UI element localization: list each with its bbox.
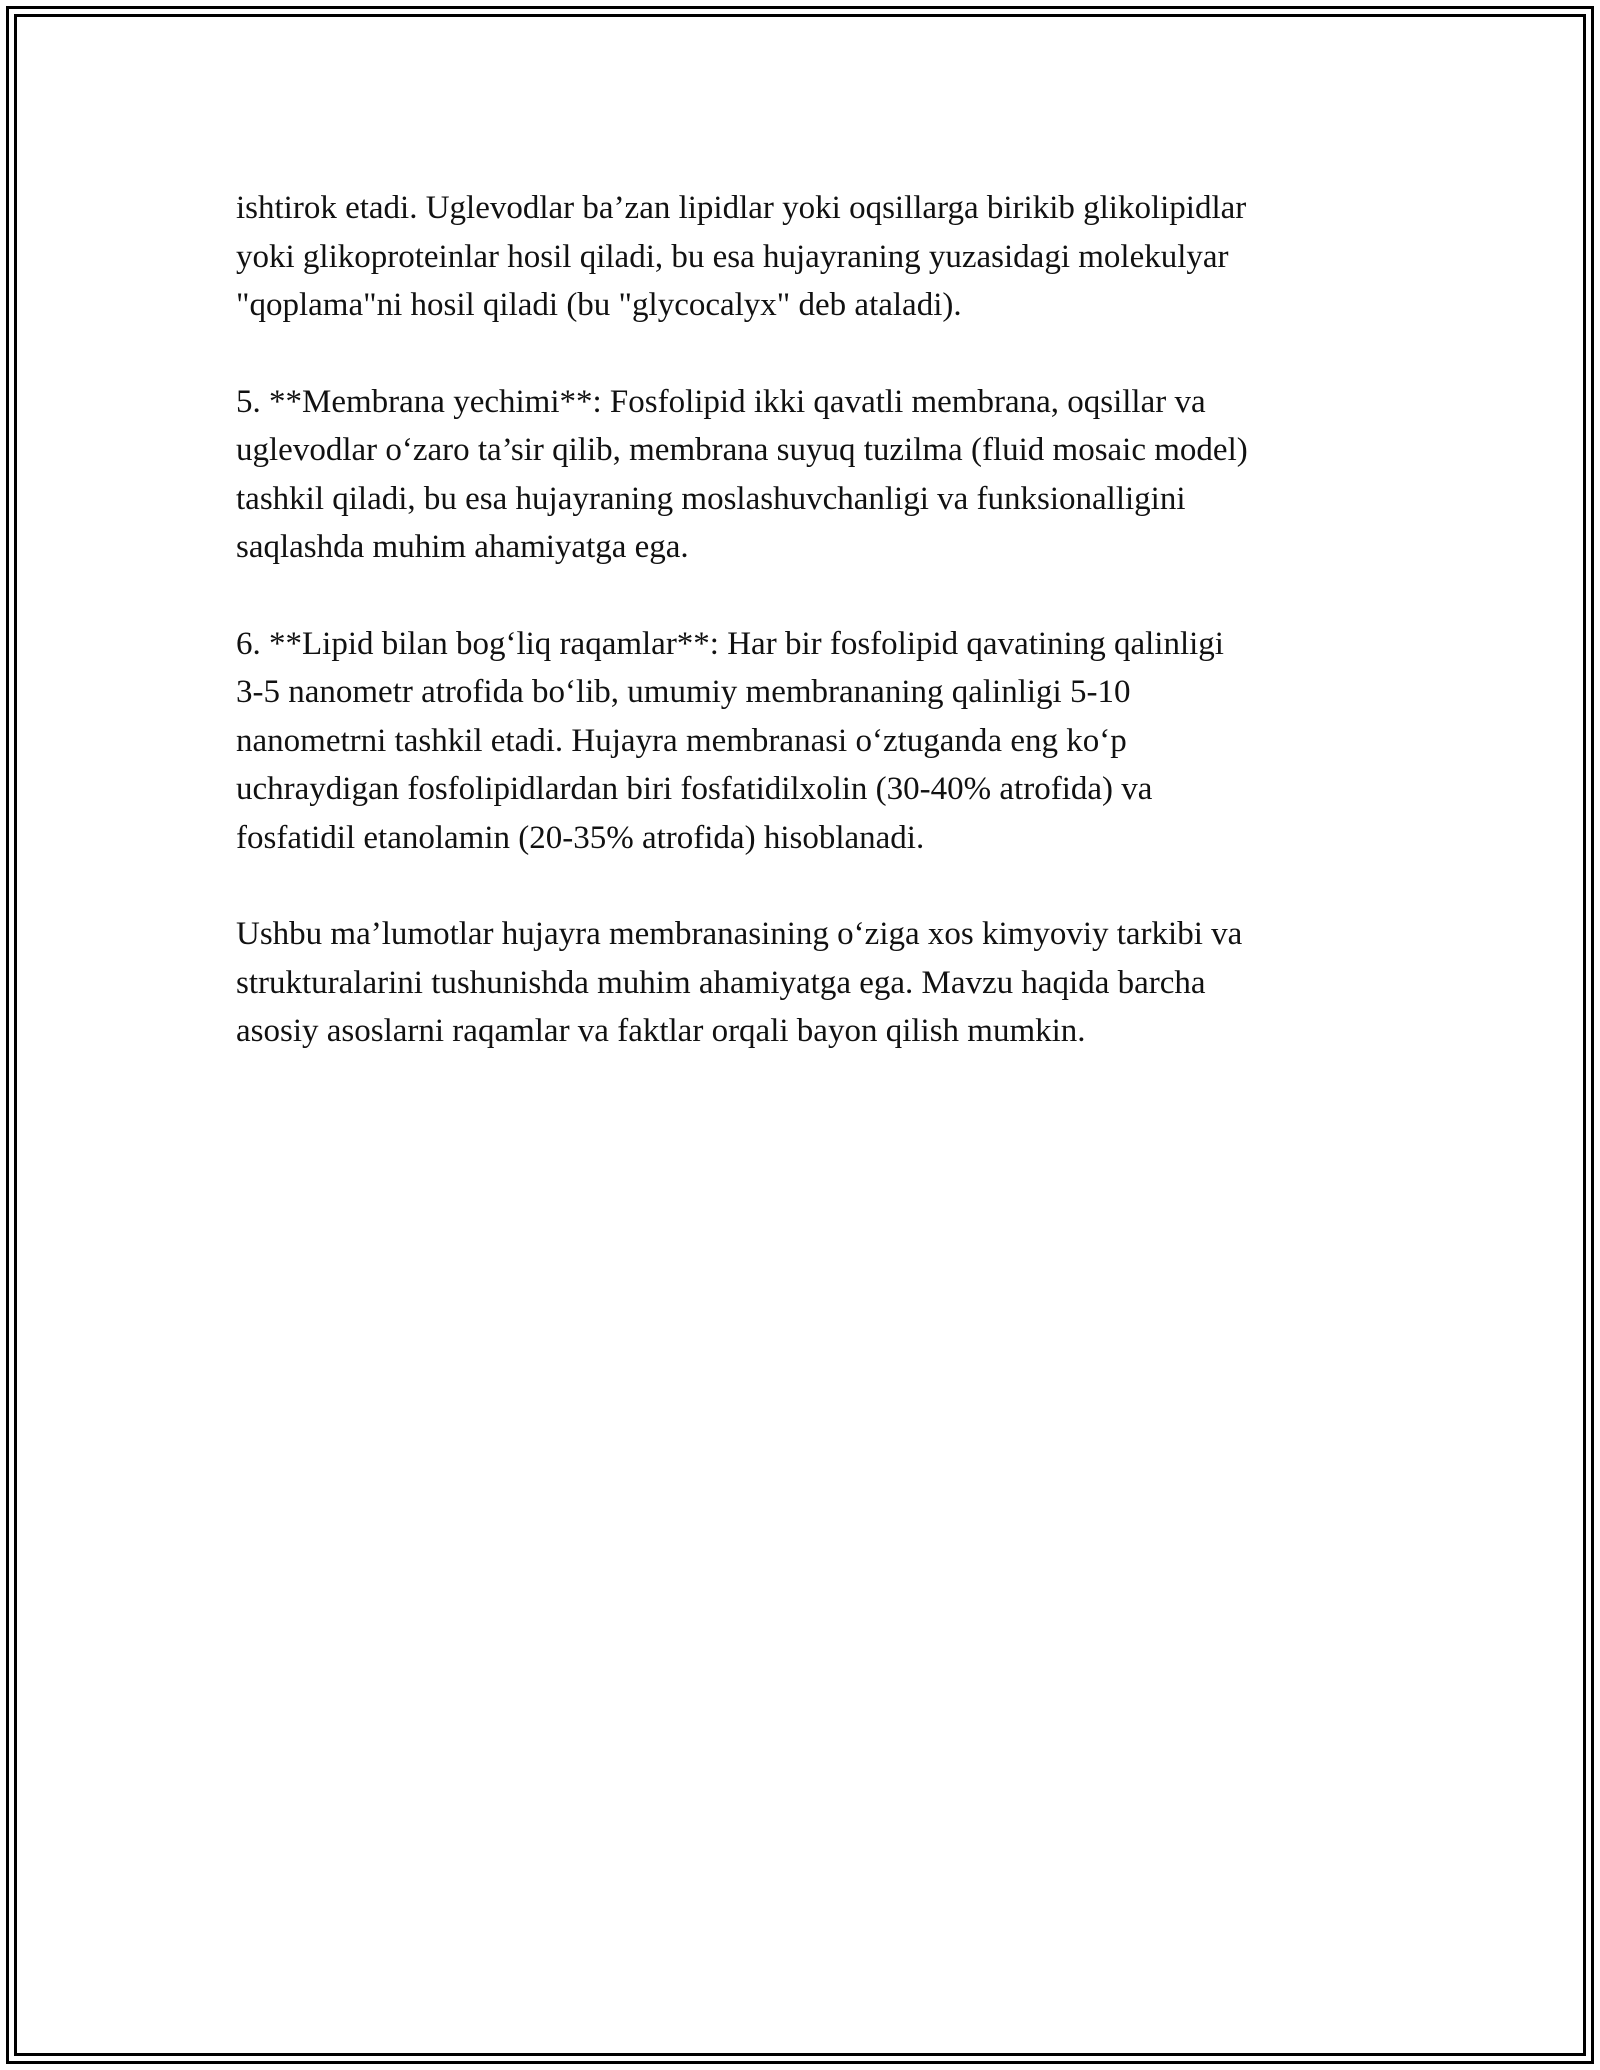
- text-line: 3-5 nanometr atrofida bo‘lib, umumiy membrananing qalinligi 5-10: [236, 674, 1131, 710]
- text-line: 5. **Membrana yechimi**: Fosfolipid ikki qavatli membrana, oqsillar va: [236, 383, 1206, 420]
- text-line: 6. **Lipid bilan bog‘liq raqamlar**: Har bir fosfolipid qavatining qalinligi: [236, 625, 1224, 662]
- text-line: uglevodlar o‘zaro ta’sir qilib, membrana suyuq tuzilma (fluid mosaic model): [236, 432, 1248, 468]
- text-line: tashkil qiladi, bu esa hujayraning moslashuvchanligi va funksionalligini: [236, 480, 1186, 517]
- document-body: [236, 184, 1366, 1104]
- text-line: asosiy asoslarni raqamlar va faktlar orqali bayon qilish mumkin.: [236, 1013, 1086, 1049]
- text-line: strukturalarini tushunishda muhim ahamiyatga ega. Mavzu haqida barcha: [236, 964, 1206, 1001]
- text-line: uchraydigan fosfolipidlardan biri fosfatidilxolin (30-40% atrofida) va: [236, 771, 1153, 807]
- text-line: "qoplama"ni hosil qiladi (bu "glycocalyx" deb ataladi).: [236, 287, 962, 323]
- text-line: fosfatidil etanolamin (20-35% atrofida) hisoblanadi.: [236, 819, 925, 856]
- text-line: yoki glikoproteinlar hosil qiladi, bu esa hujayraning yuzasidagi molekulyar: [236, 238, 1229, 275]
- paragraph-lipid-raqamlar: [236, 620, 1366, 863]
- text-line: nanometrni tashkil etadi. Hujayra membranasi o‘ztuganda eng ko‘p: [236, 722, 1127, 759]
- text-line: saqlashda muhim ahamiyatga ega.: [236, 529, 689, 565]
- paragraph-membrana-yechimi: [236, 378, 1366, 572]
- paragraph-glycocalyx: [236, 184, 1366, 330]
- paragraph-conclusion: [236, 910, 1366, 1056]
- text-line: Ushbu ma’lumotlar hujayra membranasining o‘ziga xos kimyoviy tarkibi va: [236, 916, 1243, 952]
- text-line: ishtirok etadi. Uglevodlar ba’zan lipidlar yoki oqsillarga birikib glikolipidlar: [236, 190, 1247, 226]
